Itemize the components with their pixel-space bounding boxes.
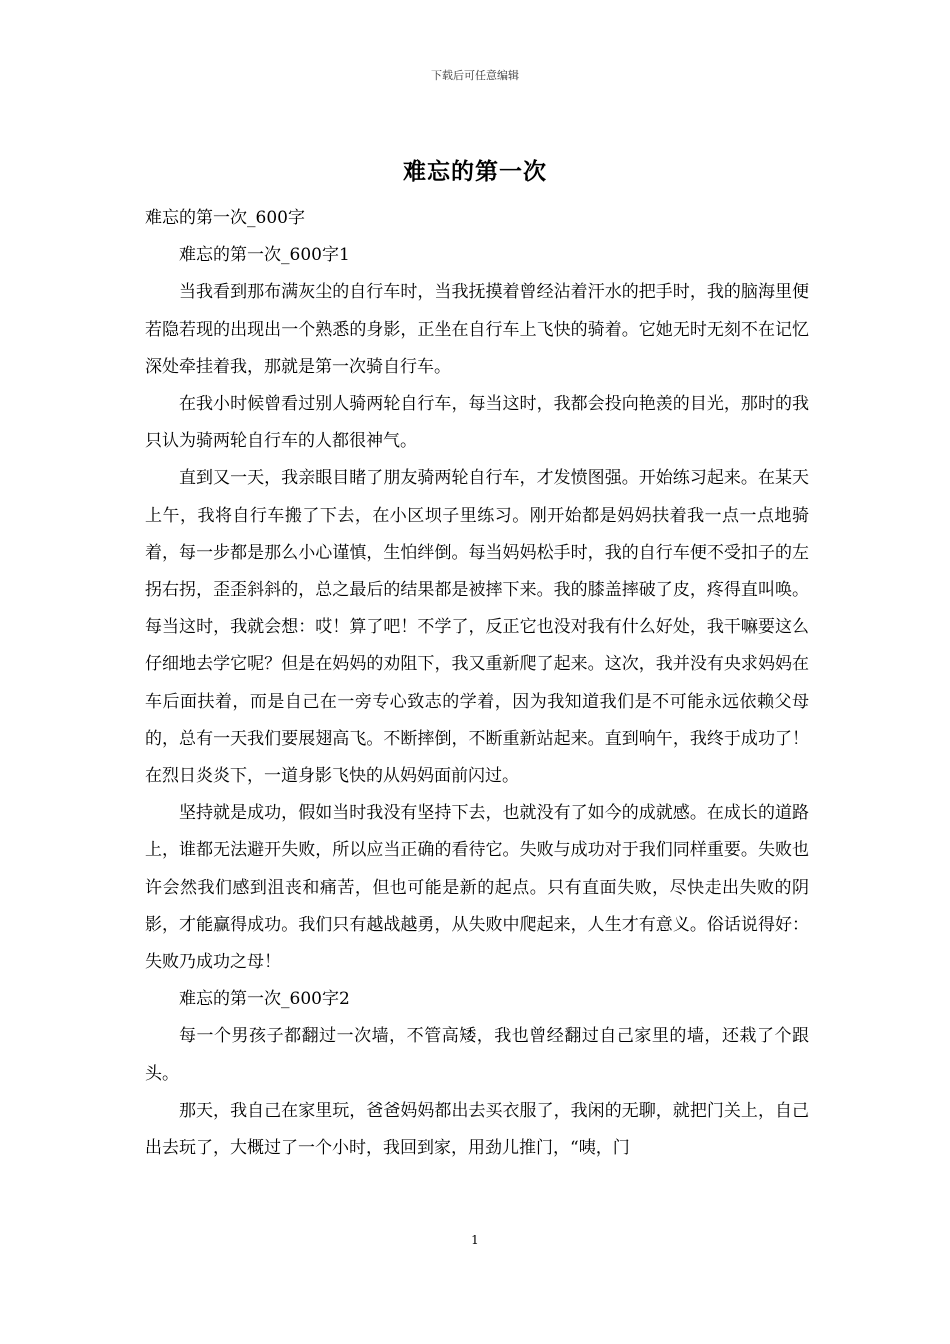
body-paragraph: 直到又一天，我亲眼目睹了朋友骑两轮自行车，才发愤图强。开始练习起来。在某天上午，我将自行车搬了下去，在小区坝子里练习。刚开始都是妈妈扶着我一点一点地骑着，每一步都是那么小心谨慎，生怕绊倒。每当妈妈松手时，我的自行车便不受扣子的左拐右拐，歪歪斜斜的，总之最后的结果都是被摔下来。我的膝盖摔破了皮，疼得直叫唤。每当这时，我就会想：哎！算了吧！不学了，反正它也没对我有什么好处，我干嘛要这么仔细地去学它呢？但是在妈妈的劝阻下，我又重新爬了起来。这次，我并没有央求妈妈在车后面扶着，而是自己在一旁专心致志的学着，因为我知道我们是不可能永远依赖父母的，总有一天我们要展翅高飞。不断摔倒，不断重新站起来。直到响午，我终于成功了！在烈日炎炎下，一道身影飞快的从妈妈面前闪过。 (145, 468, 809, 787)
page-number: 1 (471, 1233, 479, 1247)
subtitle-line: 难忘的第一次_600字 (145, 208, 305, 228)
document-body (145, 200, 809, 1167)
header-note: 下载后可任意编辑 (431, 69, 519, 82)
section-heading-2: 难忘的第一次_600字2 (179, 989, 350, 1010)
body-paragraph: 那天，我自己在家里玩，爸爸妈妈都出去买衣服了，我闲的无聊，就把门关上，自己出去玩了，大概过了一个小时，我回到家，用劲儿推门，“咦，门 (145, 1100, 809, 1159)
body-paragraph: 当我看到那布满灰尘的自行车时，当我抚摸着曾经沾着汗水的把手时，我的脑海里便若隐若现的出现出一个熟悉的身影，正坐在自行车上飞快的骑着。它她无时无刻不在记忆深处牵挂着我，那就是第一次骑自行车。 (145, 282, 809, 377)
section-heading-1: 难忘的第一次_600字1 (179, 245, 350, 266)
body-paragraph: 每一个男孩子都翻过一次墙，不管高矮，我也曾经翻过自己家里的墙，还栽了个跟头。 (145, 1026, 809, 1084)
body-paragraph: 在我小时候曾看过别人骑两轮自行车，每当这时，我都会投向艳羡的目光，那时的我只认为骑两轮自行车的人都很神气。 (145, 394, 809, 452)
body-paragraph: 坚持就是成功，假如当时我没有坚持下去，也就没有了如今的成就感。在成长的道路上，谁都无法避开失败，所以应当正确的看待它。失败与成功对于我们同样重要。失败也许会然我们感到沮丧和痛苦，但也可能是新的起点。只有直面失败，尽快走出失败的阴影，才能赢得成功。我们只有越战越勇，从失败中爬起来，人生才有意义。俗话说得好：失败乃成功之母！ (145, 803, 809, 973)
document-title: 难忘的第一次 (403, 158, 547, 185)
